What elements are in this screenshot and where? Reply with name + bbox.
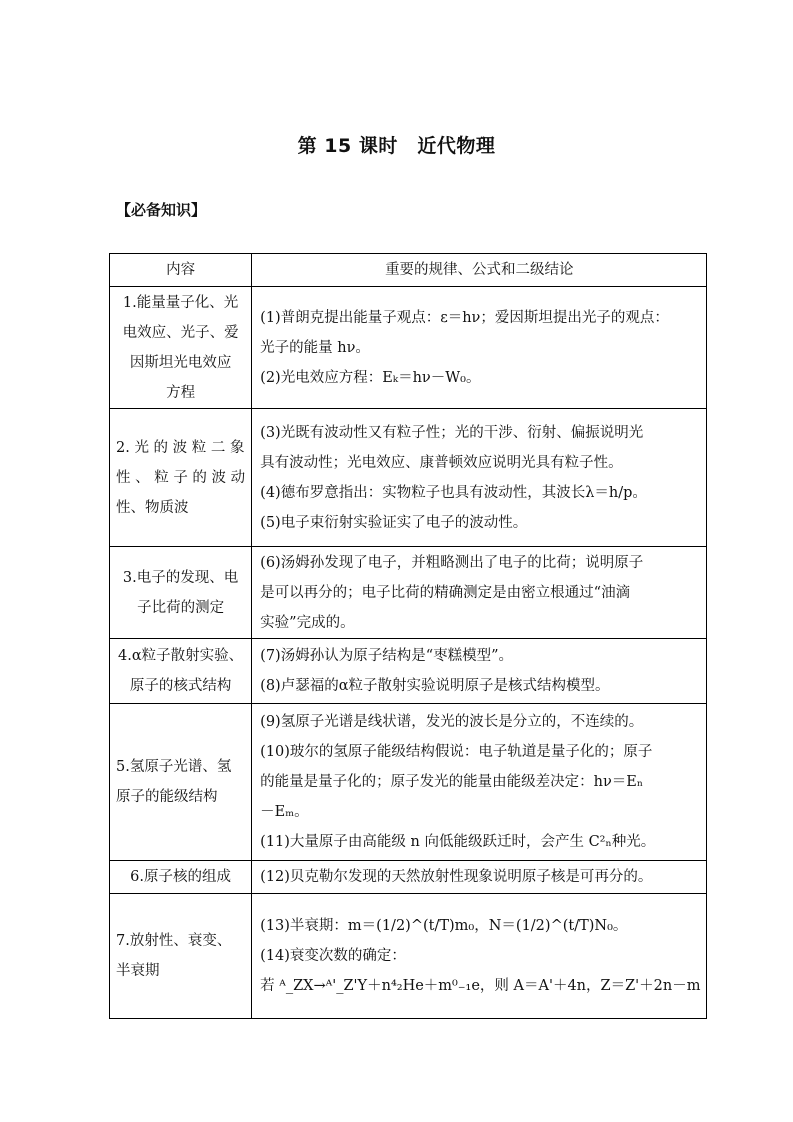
topic-line: 4.α粒子散射实验、 [118,648,244,664]
rule-line: －Eₘ。 [260,804,309,820]
rule-cell [252,704,707,861]
rule-line: (3)光既有波动性又有粒子性；光的干涉、衍射、偏振说明光 [260,424,644,441]
table-row [110,547,707,639]
topic-line: 性、物质波 [116,499,189,516]
rule-line: 的能量是量子化的；原子发光的能量由能级差决定：hν＝Eₙ [260,774,644,790]
topic-line: 原子的能级结构 [116,789,218,805]
topic-line: 方程 [166,384,196,401]
topic-line: 7.放射性、衰变、 [116,933,232,949]
rule-cell [252,639,707,704]
rule-cell [252,547,707,639]
section-heading: 【必备知识】 [116,201,207,219]
knowledge-table [109,253,707,1019]
topic-line: 电效应、光子、爱 [122,324,239,341]
rule-line: (11)大量原子由高能级 n 向低能级跃迁时，会产生 C²ₙ种光。 [260,834,656,850]
topic-line: 2. 光 的 波 粒 二 象 [116,439,245,456]
topic-cell [110,547,252,639]
topic-cell [110,894,252,1019]
table-row [110,704,707,861]
topic-line: 性 、 粒 子 的 波 动 [116,469,246,486]
rule-line: (14)衰变次数的确定： [260,948,406,964]
rule-line: 具有波动性；光电效应、康普顿效应说明光具有粒子性。 [260,454,623,471]
header-rules: 重要的规律、公式和二级结论 [252,254,707,287]
topic-cell [110,861,252,894]
rule-line: 是可以再分的；电子比荷的精确测定是由密立根通过“油滴 [260,584,631,601]
page-title: 第 15 课时 近代物理 [297,135,496,157]
topic-line: 因斯坦光电效应 [129,354,232,371]
topic-line: 5.氢原子光谱、氢 [116,759,232,775]
rule-line: (13)半衰期：m＝(1/2)^(t/T)m₀，N＝(1/2)^(t/T)N₀。 [260,918,628,934]
table-row [110,287,707,409]
table-row [110,861,707,894]
rule-line: (6)汤姆孙发现了电子，并粗略测出了电子的比荷；说明原子 [260,554,644,571]
rule-line: (1)普朗克提出能量子观点：ε＝hν；爱因斯坦提出光子的观点： [260,309,669,326]
rule-line: (12)贝克勒尔发现的天然放射性现象说明原子核是可再分的。 [260,869,653,885]
table-header-row [110,254,707,287]
rule-cell [252,287,707,409]
rule-line: (5)电子束衍射实验证实了电子的波动性。 [260,514,528,531]
rule-line: (7)汤姆孙认为原子结构是“枣糕模型”。 [260,648,514,664]
rule-line: (4)德布罗意指出：实物粒子也具有波动性，其波长λ＝h/p。 [260,484,647,501]
table-row [110,409,707,547]
topic-line: 3.电子的发现、电 [122,569,239,586]
topic-cell [110,287,252,409]
topic-line: 原子的核式结构 [129,678,232,694]
rule-cell [252,894,707,1019]
rule-line: 实验”完成的。 [260,614,355,631]
rule-line: 光子的能量 hν。 [260,339,370,356]
table-row [110,894,707,1019]
topic-cell [110,639,252,704]
rule-line: (10)玻尔的氢原子能级结构假说：电子轨道是量子化的；原子 [260,744,653,760]
topic-line: 子比荷的测定 [137,599,225,616]
table-row [110,639,707,704]
topic-cell [110,704,252,861]
header-content: 内容 [110,254,252,287]
topic-cell [110,409,252,547]
rule-line: (9)氢原子光谱是线状谱，发光的波长是分立的，不连续的。 [260,714,644,730]
rule-cell [252,409,707,547]
rule-line: (2)光电效应方程：Eₖ＝hν－W₀。 [260,369,481,386]
topic-line: 半衰期 [116,963,160,979]
topic-line: 6.原子核的组成 [130,869,231,885]
rule-cell [252,861,707,894]
rule-line: (8)卢瑟福的α粒子散射实验说明原子是核式结构模型。 [260,678,610,694]
topic-line: 1.能量量子化、光 [122,294,239,311]
rule-line: 若 ᴬ_ZX→ᴬ'_Z'Y＋n⁴₂He＋m⁰₋₁e，则 A＝A'＋4n，Z＝Z'＋2n－m [260,978,701,994]
